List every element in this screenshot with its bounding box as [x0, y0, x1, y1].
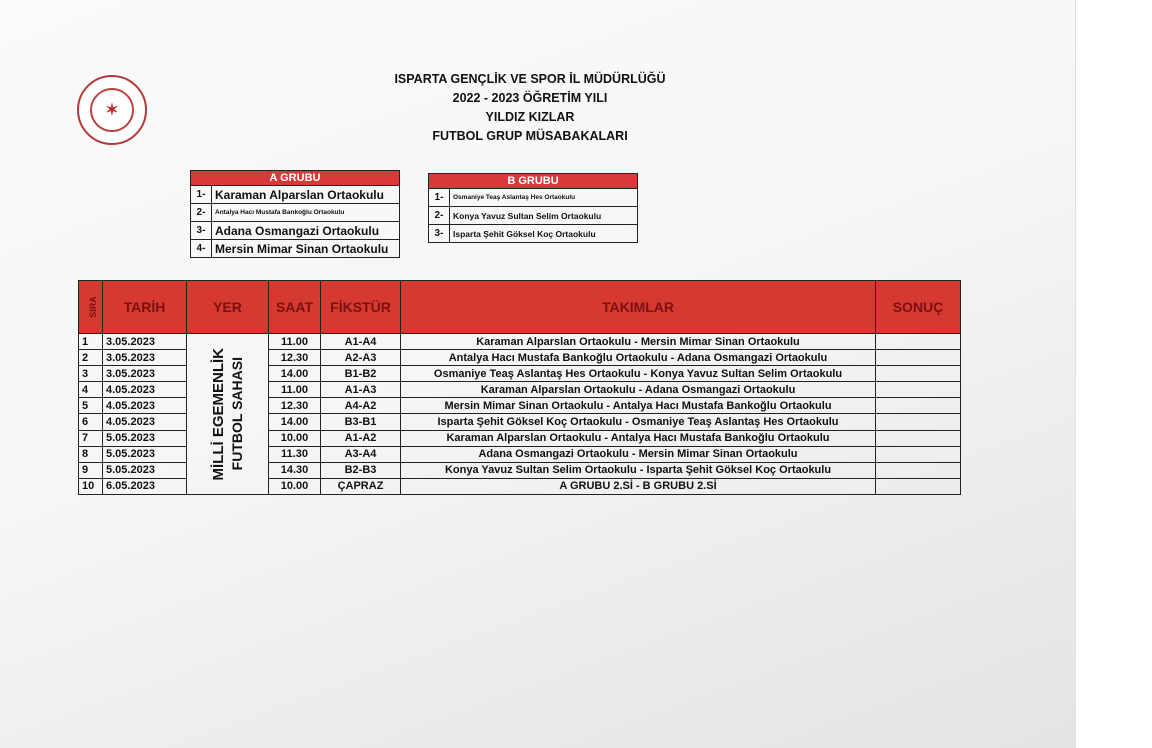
cell-saat: 10.00 [269, 478, 321, 494]
group-a-row [191, 222, 400, 240]
cell-saat: 12.30 [269, 398, 321, 414]
cell-sira: 3 [79, 366, 103, 382]
cell-sira: 5 [79, 398, 103, 414]
group-a-team: Karaman Alparslan Ortaokulu [212, 186, 400, 204]
cell-saat: 11.00 [269, 382, 321, 398]
cell-fikstur: B2-B3 [321, 462, 401, 478]
page-edge-background [1075, 0, 1152, 748]
cell-tarih: 3.05.2023 [103, 334, 187, 350]
ministry-seal-logo [77, 75, 147, 145]
group-b-team: Konya Yavuz Sultan Selim Ortaokulu [450, 207, 638, 225]
document-header [300, 70, 760, 146]
group-a-num: 2- [191, 204, 212, 222]
cell-sira: 2 [79, 350, 103, 366]
cell-tarih: 3.05.2023 [103, 366, 187, 382]
cell-sonuc [876, 334, 961, 350]
cell-takimlar: Konya Yavuz Sultan Selim Ortaokulu - Isparta Şehit Göksel Koç Ortaokulu [401, 462, 876, 478]
cell-sonuc [876, 382, 961, 398]
group-b-team: Isparta Şehit Göksel Koç Ortaokulu [450, 225, 638, 243]
group-b-num: 1- [429, 189, 450, 207]
cell-venue [187, 334, 269, 495]
cell-fikstur: A1-A4 [321, 334, 401, 350]
cell-saat: 14.00 [269, 366, 321, 382]
cell-sira: 9 [79, 462, 103, 478]
cell-sonuc [876, 366, 961, 382]
header-takimlar: TAKIMLAR [401, 281, 876, 334]
cell-fikstur: ÇAPRAZ [321, 478, 401, 494]
group-b-row [429, 207, 638, 225]
group-a-team: Antalya Hacı Mustafa Bankoğlu Ortaokulu [212, 204, 400, 222]
fixture-table [78, 280, 961, 495]
cell-fikstur: A4-A2 [321, 398, 401, 414]
cell-tarih: 3.05.2023 [103, 350, 187, 366]
group-b-num: 3- [429, 225, 450, 243]
header-line-2: 2022 - 2023 ÖĞRETİM YILI [452, 91, 608, 105]
cell-sonuc [876, 414, 961, 430]
group-a-num: 1- [191, 186, 212, 204]
group-b-num: 2- [429, 207, 450, 225]
cell-saat: 14.00 [269, 414, 321, 430]
header-tarih: TARİH [103, 281, 187, 334]
cell-tarih: 6.05.2023 [103, 478, 187, 494]
cell-takimlar: Karaman Alparslan Ortaokulu - Antalya Hacı Mustafa Bankoğlu Ortaokulu [401, 430, 876, 446]
cell-tarih: 5.05.2023 [103, 430, 187, 446]
fixture-header-row [79, 281, 961, 334]
cell-fikstur: A2-A3 [321, 350, 401, 366]
cell-sira: 10 [79, 478, 103, 494]
group-a-table [190, 170, 400, 258]
group-a-row [191, 204, 400, 222]
group-b-row [429, 189, 638, 207]
cell-takimlar: Antalya Hacı Mustafa Bankoğlu Ortaokulu - Adana Osmangazi Ortaokulu [401, 350, 876, 366]
cell-tarih: 5.05.2023 [103, 446, 187, 462]
header-line-1: ISPARTA GENÇLİK VE SPOR İL MÜDÜRLÜĞÜ [394, 72, 666, 86]
header-line-4: FUTBOL GRUP MÜSABAKALARI [432, 129, 628, 143]
group-a-title: A GRUBU [191, 171, 400, 186]
cell-sonuc [876, 446, 961, 462]
cell-tarih: 4.05.2023 [103, 398, 187, 414]
seal-emblem-icon: ✶ [90, 88, 134, 132]
cell-sira: 8 [79, 446, 103, 462]
venue-line-1: MİLLİ EGEMENLİK [210, 347, 227, 481]
group-b-row [429, 225, 638, 243]
cell-sonuc [876, 430, 961, 446]
cell-fikstur: B3-B1 [321, 414, 401, 430]
cell-saat: 12.30 [269, 350, 321, 366]
cell-takimlar: Osmaniye Teaş Aslantaş Hes Ortaokulu - Konya Yavuz Sultan Selim Ortaokulu [401, 366, 876, 382]
cell-sonuc [876, 462, 961, 478]
cell-sira: 6 [79, 414, 103, 430]
cell-sira: 1 [79, 334, 103, 350]
cell-saat: 14.30 [269, 462, 321, 478]
cell-fikstur: A1-A3 [321, 382, 401, 398]
group-b-table [428, 173, 638, 243]
group-b-team: Osmaniye Teaş Aslantaş Hes Ortaokulu [450, 189, 638, 207]
group-a-team: Adana Osmangazi Ortaokulu [212, 222, 400, 240]
cell-fikstur: A1-A2 [321, 430, 401, 446]
cell-takimlar: Isparta Şehit Göksel Koç Ortaokulu - Osmaniye Teaş Aslantaş Hes Ortaokulu [401, 414, 876, 430]
group-a-num: 4- [191, 240, 212, 258]
group-a-num: 3- [191, 222, 212, 240]
header-yer: YER [187, 281, 269, 334]
venue-line-2: FUTBOL SAHASI [229, 357, 245, 471]
cell-saat: 11.30 [269, 446, 321, 462]
cell-takimlar: Karaman Alparslan Ortaokulu - Mersin Mimar Sinan Ortaokulu [401, 334, 876, 350]
cell-takimlar: A GRUBU 2.Sİ - B GRUBU 2.Sİ [401, 478, 876, 494]
group-a-team: Mersin Mimar Sinan Ortaokulu [212, 240, 400, 258]
cell-takimlar: Mersin Mimar Sinan Ortaokulu - Antalya Hacı Mustafa Bankoğlu Ortaokulu [401, 398, 876, 414]
header-saat: SAAT [269, 281, 321, 334]
cell-tarih: 5.05.2023 [103, 462, 187, 478]
group-a-row [191, 186, 400, 204]
cell-takimlar: Adana Osmangazi Ortaokulu - Mersin Mimar Sinan Ortaokulu [401, 446, 876, 462]
header-sira: SIRA [79, 281, 103, 334]
cell-saat: 11.00 [269, 334, 321, 350]
header-line-3: YILDIZ KIZLAR [485, 110, 575, 124]
cell-sonuc [876, 350, 961, 366]
header-fikstur: FİKSTÜR [321, 281, 401, 334]
cell-sonuc [876, 398, 961, 414]
cell-saat: 10.00 [269, 430, 321, 446]
header-sonuc: SONUÇ [876, 281, 961, 334]
cell-tarih: 4.05.2023 [103, 414, 187, 430]
cell-fikstur: A3-A4 [321, 446, 401, 462]
table-row [79, 334, 961, 350]
cell-sira: 4 [79, 382, 103, 398]
cell-sonuc [876, 478, 961, 494]
group-b-title: B GRUBU [429, 174, 638, 189]
cell-takimlar: Karaman Alparslan Ortaokulu - Adana Osmangazi Ortaokulu [401, 382, 876, 398]
cell-tarih: 4.05.2023 [103, 382, 187, 398]
cell-sira: 7 [79, 430, 103, 446]
cell-fikstur: B1-B2 [321, 366, 401, 382]
group-a-row [191, 240, 400, 258]
